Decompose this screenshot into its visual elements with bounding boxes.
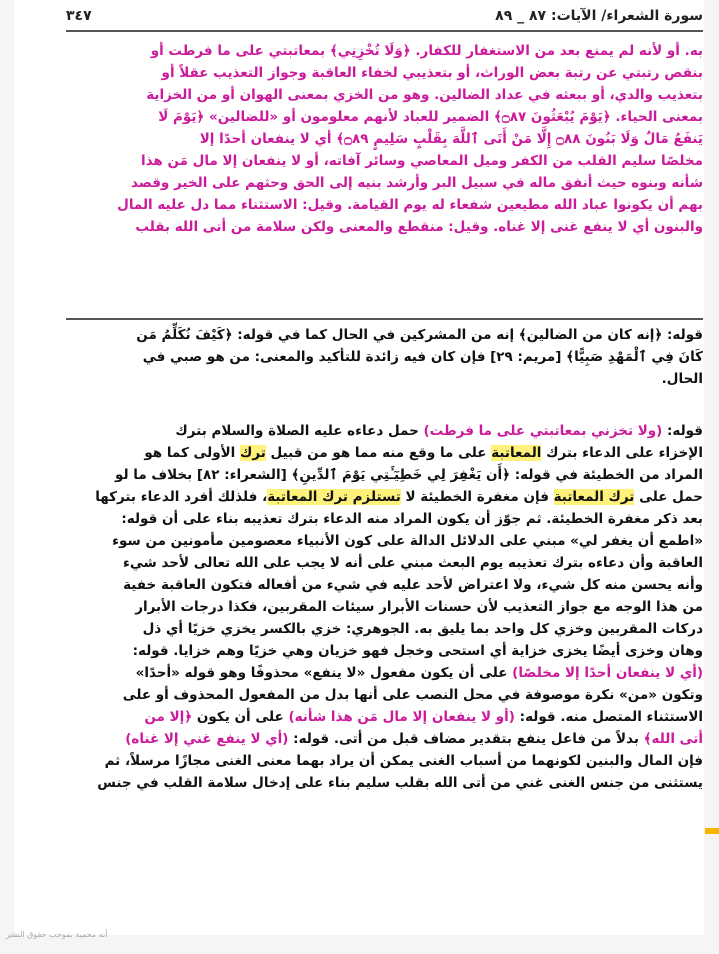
highlight: المعاتبة: [491, 445, 542, 461]
text-line: كَانَ فِي ٱلْمَهْدِ صَبِيًّا﴾ [مريم: ٢٩] فإن كان فيه زائدة للتأكيد والمعنى: من هو صبي في: [142, 349, 703, 365]
text-line: شأنه وبنوه حيث أنفق ماله في سبيل البر وأرشد بنيه إلى الحق وحثهم على الخير وقصد: [130, 175, 703, 191]
text-line: بنقص رتبتي عن رتبة بعض الوراث، أو بتعذيبي لخفاء العاقبة وجواز التعذيب عقلاً أو: [161, 65, 703, 81]
quote-pink: (أو لا ينفعان إلا مال مَن هذا شأنه): [288, 709, 515, 725]
page-number: ٣٤٧: [66, 8, 92, 24]
quote-pink: ﴿إلا من: [144, 709, 193, 725]
tafsir-text: [66, 40, 703, 238]
text-line: حمل على ترك المعاتبة فإن مغفرة الخطيئة لا تستلزم ترك المعاتبة، فلذلك أفرد الدعاء بتركها: [95, 489, 703, 505]
text-line: مخلصًا سليم القلب من الكفر وميل المعاصي وسائر آفاته، أو لا ينفعان إلا مال مَن هذا: [140, 153, 703, 169]
surah-title: سورة الشعراء/ الآيات: ٨٧ _ ٨٩: [495, 8, 703, 24]
text-line: وتكون «من» نكرة موصوفة في محل النصب على أنها بدل من المفعول المحذوف أو على: [122, 687, 703, 703]
quote-pink: (أي لا ينفعان أحدًا إلا مخلصًا): [512, 665, 703, 681]
quote-pink: (ولا تخزني بمعاتبتي على ما فرطت): [423, 423, 663, 439]
text-line: (أي لا ينفعان أحدًا إلا مخلصًا) على أن يكون مفعول «لا ينفع» محذوفًا وهو قوله «أحدًا»: [135, 665, 703, 681]
text-line: وهان وخزى أيضًا يخزى خزاية أي استحى وخجل فهو خزيان وهي خزيًا وهم خزايا. قوله:: [132, 643, 703, 659]
text-line: من هذا الوجه مع جواز التعذيب لأن حسنات الأبرار سيئات المقربين، فكذا درجات الأبرار: [135, 599, 703, 615]
quote-pink: (أي لا ينفع غني إلا غناه): [125, 731, 289, 747]
text-line: فإن المال والبنين لكونهما من أسباب الغنى يمكن أن يراد بهما معنى الغنى مجازًا مرسلاً، ثم: [104, 753, 703, 769]
header-rule: [66, 30, 703, 32]
quote-pink: أتى الله﴾: [643, 731, 703, 747]
text-line: بمعنى الحياء. ﴿يَوْمَ يُبْعَثُونَ ۝٨٧﴾ الضمير للعباد لأنهم معلومون أو «للضالين» ﴿يَوْمَ لَا: [158, 109, 703, 125]
text-line: يَنفَعُ مَالٌ وَلَا بَنُونَ ۝٨٨ إِلَّا مَنْ أَتَى ٱللَّهَ بِقَلْبٍ سَلِيمٍ ۝٨٩﴾ أي لا ينفعان أحدًا إلا: [199, 131, 703, 147]
text-line: يستثنى من جنس الغنى غني من أتى الله بقلب سليم بناء على إدخال سلامة القلب في جنس: [97, 775, 703, 791]
commentary-text: [66, 324, 703, 390]
section-rule: [66, 318, 703, 320]
copyright-watermark: أنه محمية بموجب حقوق النشر: [6, 930, 108, 939]
page-header: [66, 6, 703, 32]
highlight: تستلزم ترك المعاتبة: [267, 489, 401, 505]
text-line: بهم أن يكونوا عباد الله مطيعين شفعاء له يوم القيامة. وقيل: الاستثناء مما دل عليه المال: [117, 197, 703, 213]
highlight: ترك المعاتبة: [553, 489, 635, 505]
text-line: العاقبة وأن دعاءه بترك تعذيبه يوم البعث مبني على أنه لا يجب على الله تعالى لأحد شيء: [122, 555, 703, 571]
text-line: الاستثناء المتصل منه. قوله: (أو لا ينفعان إلا مال مَن هذا شأنه) على أن يكون ﴿إلا من: [144, 709, 703, 725]
hashiya-text: [66, 420, 703, 794]
text-line: الحال.: [661, 371, 703, 387]
text-line: المراد من الخطيئة في قوله: ﴿أَن يَغْفِرَ لِي خَطِيٓـَٔتِي يَوْمَ ٱلدِّينِ﴾ [الشعراء: ٨٢] بخلاف ما لو: [115, 467, 703, 483]
text-line: بعد ذكر مغفرة الخطيئة. ثم جوّز أن يكون المراد منه الدعاء بترك تعذيبه بناء على أن قوله:: [121, 511, 703, 527]
text-line: والبنون أي لا ينفع غنى إلا غناه. وقيل: منقطع والمعنى ولكن سلامة من أتى الله بقلب: [135, 219, 703, 235]
text-line: قوله: ﴿إنه كان من الضالين﴾ إنه من المشركين في الحال كما في قوله: ﴿كَيْفَ نُكَلِّمُ مَن: [136, 327, 703, 343]
highlight: ترك: [240, 445, 266, 461]
text-line: قوله: (ولا تخزني بمعاتبتي على ما فرطت) حمل دعاءه عليه الصلاة والسلام بترك: [175, 423, 703, 439]
text-line: دركات المقربين وخزي كل واحد بما يليق به. الجوهري: خزي بالكسر يخزي خزيًا أي ذل: [142, 621, 703, 637]
text-line: وأنه يحسن منه كل شيء، ولا اعتراض لأحد عليه في شيء من أفعاله فتكون العاقبة خفية: [123, 577, 703, 593]
text-line: أتى الله﴾ بدلاً من فاعل ينفع بتقدير مضاف قبل من أتى. قوله: (أي لا ينفع غني إلا غناه): [125, 731, 703, 747]
text-line: «اطمع أن يغفر لي» مبني على الدلائل الدالة على كون الأنبياء معصومين مأمونين من سوء: [112, 533, 703, 549]
text-line: الإخزاء على الدعاء بترك المعاتبة على ما وقع منه مما هو من قبيل ترك الأولى كما هو: [144, 445, 703, 461]
scroll-marker[interactable]: [705, 828, 719, 834]
text-line: بتعذيب والدي، أو ببعثه في عداد الضالين. وهو من الخزي بمعنى الهوان أو من الخزاية: [146, 87, 703, 103]
text-line: به. أو لأنه لم يمنع بعد من الاستغفار للكفار. ﴿وَلَا تُخْزِنِي﴾ بمعاتبتي على ما فرطت أو: [150, 43, 703, 59]
